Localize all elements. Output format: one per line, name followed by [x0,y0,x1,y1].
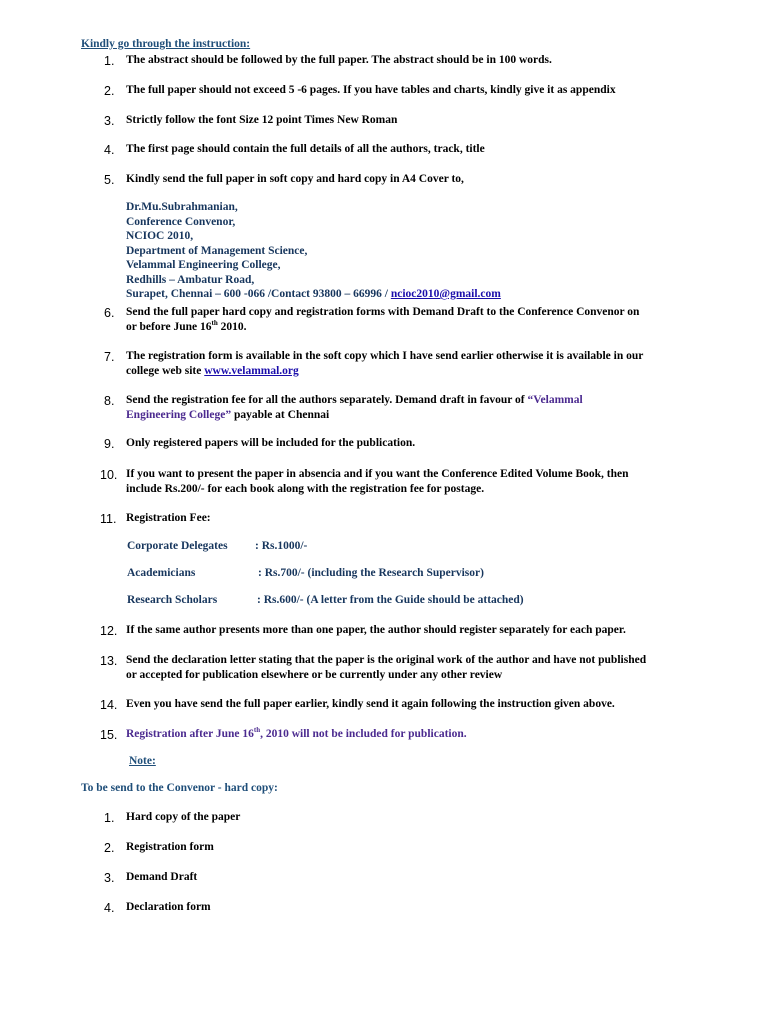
item-number: 9. [104,437,115,451]
convenor-heading: To be send to the Convenor - hard copy: [81,782,278,794]
address-line: Velammal Engineering College, [126,259,281,271]
address-line: NCIOC 2010, [126,230,194,242]
item-number: 15. [100,728,118,742]
address-line: Department of Management Science, [126,244,308,257]
item-number: 1. [104,811,115,825]
fee-value: : Rs.700/- (including the Research Supervisor) [258,567,484,579]
instruction-heading: Kindly go through the instruction: [81,38,251,50]
fee-label: Academicians [127,567,196,579]
item-number: 6. [104,306,115,320]
hardcopy-item: Declaration form [126,901,211,913]
item-number: 10. [100,468,118,482]
item-text: Even you have send the full paper earlier, kindly send it again following the instruction given above. [126,698,615,710]
hardcopy-item: Hard copy of the paper [126,811,241,823]
hardcopy-item: Demand Draft [126,871,198,883]
item-number: 1. [104,54,115,68]
item-text: Send the declaration letter stating that the paper is the original work of the author and have not published or accepted for publication elsewhere or be currently under any other review [126,654,647,681]
item-text: The registration form is available in the soft copy which I have send earlier otherwise it is available in our college web site www.velammal.org [126,350,644,377]
item-text: Registration Fee: [126,512,211,524]
fee-value: : Rs.1000/- [255,540,308,552]
item-number: 4. [104,901,115,915]
address-line: Dr.Mu.Subrahmanian, [126,201,238,213]
website-link[interactable]: www.velammal.org [204,365,299,377]
item-text: Strictly follow the font Size 12 point Times New Roman [126,114,398,126]
hardcopy-item: Registration form [126,841,214,853]
item-number: 14. [100,698,118,712]
item-number: 4. [104,143,115,157]
item-number: 11. [100,512,117,526]
item-number: 3. [104,871,115,885]
item-number: 5. [104,173,115,187]
item-text: Registration after June 16th, 2010 will not be included for publication. [126,726,467,740]
item-text: Send the registration fee for all the authors separately. Demand draft in favour of “Velammal Engineering College” payable at Chennai [126,394,583,421]
item-text: Send the full paper hard copy and registration forms with Demand Draft to the Conference Convenor on or before June 16th 2010. [126,306,640,333]
item-number: 8. [104,394,115,408]
address-line: Redhills – Ambatur Road, [126,273,255,286]
fee-label: Corporate Delegates [127,540,228,552]
note-label: Note: [129,755,156,767]
item-text: The first page should contain the full details of all the authors, track, title [126,143,485,155]
item-text: If the same author presents more than one paper, the author should register separately for each paper. [126,624,626,636]
item-number: 2. [104,841,115,855]
fee-label: Research Scholars [127,594,218,606]
item-number: 7. [104,350,115,364]
item-number: 2. [104,84,115,98]
item-text: The full paper should not exceed 5 -6 pages. If you have tables and charts, kindly give it as appendix [126,84,616,96]
address-block [126,200,501,302]
item-text: Only registered papers will be included for the publication. [126,437,416,449]
item-text: If you want to present the paper in absencia and if you want the Conference Edited Volume Book, then include Rs.200/- for each book along with the registration fee for postage. [126,468,629,495]
address-line: Surapet, Chennai – 600 -066 /Contact 93800 – 66996 / ncioc2010@gmail.com [126,288,501,300]
fee-value: : Rs.600/- (A letter from the Guide should be attached) [257,594,524,606]
item-text: Kindly send the full paper in soft copy and hard copy in A4 Cover to, [126,173,464,185]
item-number: 13. [100,654,118,668]
email-link[interactable]: ncioc2010@gmail.com [390,288,501,300]
item-text: The abstract should be followed by the full paper. The abstract should be in 100 words. [126,54,552,66]
item-number: 12. [100,624,118,638]
address-line: Conference Convenor, [126,215,236,228]
item-number: 3. [104,114,115,128]
